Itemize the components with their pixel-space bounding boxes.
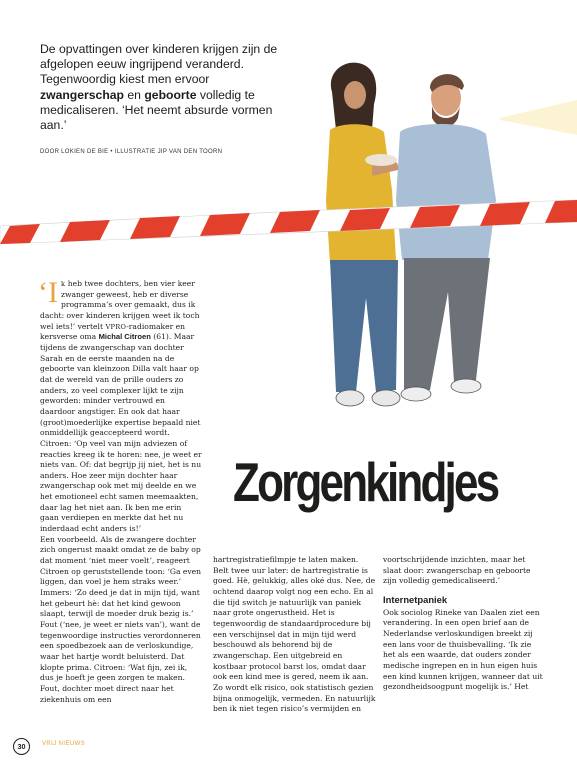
intro-text-1: De opvattingen over kinderen krijgen zijn de afgelopen eeuw ingrijpend veranderd. Tegenwoordig kiest men ervoor <box>40 42 278 87</box>
woman-jeans <box>330 260 398 392</box>
article-column-3 <box>383 555 546 693</box>
col3-para2: Ook sociolog Rineke van Daalen ziet een verandering. In een open brief aan de Nederlandse verloskundigen breekt zij een lans voor de thuisbevalling. ‘Ik zie het als een waarde, dat ouders zonder medische ingrepen en in hun eigen huis een kind kunnen krijgen, wanneer dat uit gezondheidsoogpunt mogelijk is.’ Het <box>383 607 543 692</box>
man-shoe-right <box>451 379 481 393</box>
headline: Zorgenkindjes <box>233 451 498 513</box>
col1-para1: heb twee dochters, ben vier keer zwanger geweest, heb er diverse programma’s over gemaakt, dus ik dacht: over kinderen krijgen weet ik toch wel iets!’ vertelt <box>40 279 200 331</box>
page-number: 30 <box>13 738 30 755</box>
byline: DOOR LOKIEN DE BIE • ILLUSTRATIE JIP VAN DEN TOORN <box>40 149 223 155</box>
woman-shirt <box>326 124 396 264</box>
intro-text-3: volledig te medicaliseren. ‘Het neemt absurde vormen aan.’ <box>40 87 273 133</box>
footer-brand: VRIJ NIEUWS <box>42 741 86 747</box>
col2-para1: hartregistratiefilmpje te laten maken. Belt twee uur later: de hartregistratie is goed. Hè, gelukkig, alles oké dus. Nee, de ochtend daarop volgt nog een echo. En al die tijd switch je natuurlijk van paniek naar grote ongerustheid. Het is tegenwoordig de standaardprocedure bij een verschijnsel dat in mijn tijd werd beschouwd als behorend bij de zwangerschap. Een uitgebreid en kostbaar protocol barst los, omdat daar ook een kind mee is gered, neem ik aan. Zo wordt elk risico, ook statistisch gezien bijna onmogelijk, vermeden. En natuurlijk ben ik niet tegen risico’s vermijden en <box>213 555 376 714</box>
col1-para1c: (61). Maar tijdens de zwangerschap van dochter Sarah en de eerste maanden na de geboorte van kleinzoon Dilla valt haar op dat de wereld van de prille ouders zo anders, zo veel complexer lijkt te zijn geworden: minder vertrouwd en daardoor angstiger. En ook dat haar (groot)moederlijke expertise bepaald niet onmiddellijk geaccepteerd wordt. Citroen: ‘Op veel van mijn adviezen of reacties kreeg ik te horen: nee, je weet er niets van. Of: dat begrijp jij niet, het is nu anders. Hoe zeer mijn dochter haar zwangerschap ook met mij deelde en we het emotioneel echt samen meemaakten, daar lag het niet aan. Ik ben me erin gaan verdiepen en merkte dat het nu inderdaad echt anders is!’ <box>40 332 202 534</box>
woman-face <box>344 81 366 109</box>
intro-bold-birth: geboorte <box>144 87 197 102</box>
first-word: k <box>60 280 66 288</box>
col1-para2: Een voorbeeld. Als de zwangere dochter zich ongerust maakt omdat ze de baby op dat moment ‘niet meer voelt’, reageert Citroen op geruststellende toon: ‘Ga even liggen, dan voel je hem straks weer.’ Immers: ‘Zo deed je dat in mijn tijd, want het gebeurt hè: dat het kind gewoon slaapt, terwijl de moeder druk bezig is.’ Fout (‘nee, je weet er niets van’), want de tegenwoordige instructies verordonneren een spoedbezoek aan de verloskundige, waar het hartje wordt beluisterd. Dat klopte prima. Citroen: ‘Wat fijn, zei ik, dus je hoeft je geen zorgen te maken. Fout, dochter moet direct naar het ziekenhuis om een <box>40 534 202 704</box>
man-shoe-left <box>401 387 431 401</box>
intro-bold-pregnancy: zwangerschap <box>40 87 124 102</box>
article-column-2 <box>213 555 376 715</box>
vpro-smallcaps: VPRO <box>105 322 127 331</box>
man-trousers <box>404 258 490 390</box>
subheading-internetpaniek: Internetpaniek <box>383 593 448 605</box>
col1-para1b: -radiomaker en kersverse oma <box>40 321 186 342</box>
col3-para1: voortschrijdende inzichten, maar het slaat door: zwangerschap en geboorte zijn volledig gemedicaliseerd.’ <box>383 555 531 586</box>
dropcap: ‘I <box>38 276 58 309</box>
man-shirt <box>396 124 496 260</box>
person-name: Michal Citroen <box>98 332 151 342</box>
intro-text-2: en <box>124 87 145 102</box>
plate <box>365 154 397 166</box>
light-beam <box>500 100 577 135</box>
woman-shoe-left <box>336 390 364 406</box>
woman-shoe-right <box>372 390 400 406</box>
article-column-1 <box>38 276 202 705</box>
